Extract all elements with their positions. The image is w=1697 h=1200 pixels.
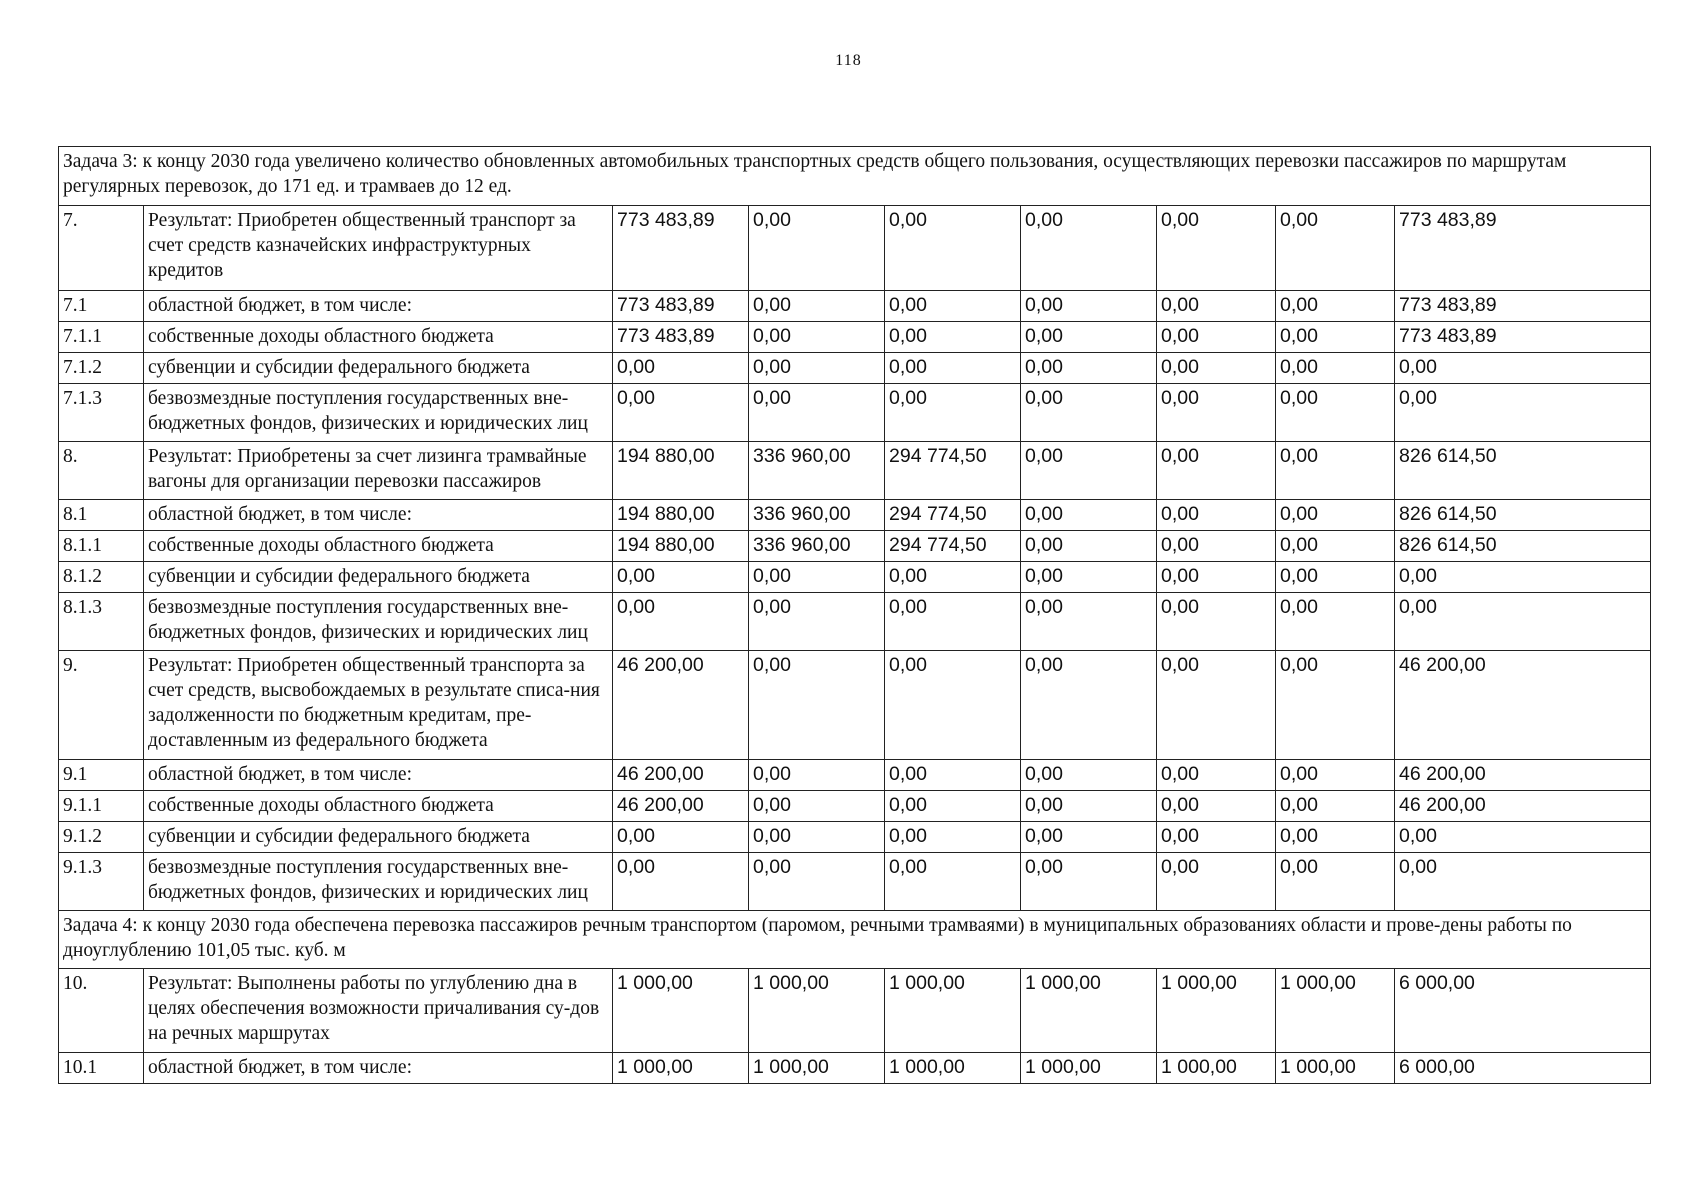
total-cell: 0,00 (1395, 384, 1651, 442)
table-row (59, 760, 1651, 791)
value-cell: 0,00 (1276, 353, 1395, 384)
row-label: безвозмездные поступления государственных вне-бюджетных фондов, физических и юридических лиц (144, 853, 613, 911)
row-number: 7.1 (59, 291, 144, 322)
total-cell: 46 200,00 (1395, 651, 1651, 760)
row-label: областной бюджет, в том числе: (144, 1053, 613, 1084)
table-row (59, 384, 1651, 442)
task-description: Задача 4: к концу 2030 года обеспечена перевозка пассажиров речным транспортом (паромом, речными трамваями) в муниципальных образованиях области и прове-дены работы по дноуглублению 101,05 тыс. куб. м (59, 911, 1651, 969)
value-cell: 0,00 (749, 206, 885, 291)
value-cell: 0,00 (1276, 500, 1395, 531)
value-cell: 194 880,00 (613, 500, 749, 531)
row-number: 10.1 (59, 1053, 144, 1084)
row-label: субвенции и субсидии федерального бюджета (144, 562, 613, 593)
value-cell: 0,00 (1157, 353, 1276, 384)
value-cell: 46 200,00 (613, 791, 749, 822)
total-cell: 46 200,00 (1395, 791, 1651, 822)
value-cell: 0,00 (1276, 791, 1395, 822)
value-cell: 0,00 (1021, 384, 1157, 442)
row-label: областной бюджет, в том числе: (144, 500, 613, 531)
total-cell: 826 614,50 (1395, 500, 1651, 531)
value-cell: 0,00 (1157, 562, 1276, 593)
value-cell: 0,00 (1276, 593, 1395, 651)
value-cell: 0,00 (1021, 651, 1157, 760)
value-cell: 336 960,00 (749, 500, 885, 531)
value-cell: 1 000,00 (1021, 969, 1157, 1053)
table-row (59, 853, 1651, 911)
row-label: безвозмездные поступления государственных вне-бюджетных фондов, физических и юридических лиц (144, 384, 613, 442)
value-cell: 0,00 (1021, 206, 1157, 291)
row-label: областной бюджет, в том числе: (144, 291, 613, 322)
total-cell: 0,00 (1395, 353, 1651, 384)
value-cell: 0,00 (1276, 760, 1395, 791)
row-label: собственные доходы областного бюджета (144, 531, 613, 562)
value-cell: 0,00 (885, 291, 1021, 322)
value-cell: 0,00 (1021, 322, 1157, 353)
value-cell: 0,00 (749, 291, 885, 322)
value-cell: 0,00 (1157, 651, 1276, 760)
table-row (59, 822, 1651, 853)
row-number: 7.1.2 (59, 353, 144, 384)
value-cell: 0,00 (885, 206, 1021, 291)
value-cell: 0,00 (1021, 791, 1157, 822)
value-cell: 773 483,89 (613, 206, 749, 291)
total-cell: 826 614,50 (1395, 442, 1651, 500)
table-row (59, 969, 1651, 1053)
value-cell: 1 000,00 (885, 969, 1021, 1053)
value-cell: 1 000,00 (613, 969, 749, 1053)
value-cell: 0,00 (1021, 291, 1157, 322)
value-cell: 0,00 (749, 384, 885, 442)
value-cell: 0,00 (1157, 531, 1276, 562)
value-cell: 0,00 (1276, 442, 1395, 500)
value-cell: 0,00 (1276, 822, 1395, 853)
total-cell: 826 614,50 (1395, 531, 1651, 562)
row-label: Результат: Приобретен общественный транспорта за счет средств, высвобождаемых в результате списа-ния задолженности по бюджетным кредитам, пре-доставленным из федерального бюджета (144, 651, 613, 760)
value-cell: 0,00 (885, 760, 1021, 791)
value-cell: 1 000,00 (749, 1053, 885, 1084)
row-label: Результат: Выполнены работы по углублению дна в целях обеспечения возможности причаливания су-дов на речных маршрутах (144, 969, 613, 1053)
task-row (59, 911, 1651, 969)
value-cell: 0,00 (1021, 853, 1157, 911)
row-number: 8.1.3 (59, 593, 144, 651)
value-cell: 0,00 (749, 322, 885, 353)
row-number: 8. (59, 442, 144, 500)
budget-table (58, 146, 1651, 1084)
page-number: 118 (835, 52, 862, 69)
value-cell: 0,00 (885, 322, 1021, 353)
row-label: собственные доходы областного бюджета (144, 791, 613, 822)
value-cell: 1 000,00 (1157, 969, 1276, 1053)
value-cell: 773 483,89 (613, 291, 749, 322)
value-cell: 0,00 (1157, 291, 1276, 322)
value-cell: 0,00 (1021, 353, 1157, 384)
table-row (59, 353, 1651, 384)
value-cell: 0,00 (1157, 322, 1276, 353)
row-number: 9.1 (59, 760, 144, 791)
value-cell: 0,00 (1276, 206, 1395, 291)
value-cell: 294 774,50 (885, 531, 1021, 562)
row-number: 7.1.3 (59, 384, 144, 442)
row-number: 10. (59, 969, 144, 1053)
row-label: собственные доходы областного бюджета (144, 322, 613, 353)
value-cell: 0,00 (885, 651, 1021, 760)
value-cell: 0,00 (613, 593, 749, 651)
value-cell: 0,00 (749, 651, 885, 760)
row-number: 9.1.2 (59, 822, 144, 853)
table-row (59, 442, 1651, 500)
value-cell: 0,00 (1276, 651, 1395, 760)
row-label: Результат: Приобретен общественный транспорт за счет средств казначейских инфраструктурных кредитов (144, 206, 613, 291)
value-cell: 0,00 (885, 791, 1021, 822)
value-cell: 0,00 (885, 593, 1021, 651)
value-cell: 0,00 (1021, 760, 1157, 791)
value-cell: 0,00 (613, 853, 749, 911)
value-cell: 336 960,00 (749, 531, 885, 562)
value-cell: 0,00 (1276, 853, 1395, 911)
value-cell: 0,00 (749, 593, 885, 651)
row-number: 8.1 (59, 500, 144, 531)
value-cell: 0,00 (1157, 206, 1276, 291)
value-cell: 1 000,00 (1276, 1053, 1395, 1084)
task-description: Задача 3: к концу 2030 года увеличено количество обновленных автомобильных транспортных средств общего пользования, осуществляющих перевозки пассажиров по маршрутам регулярных перевозок, до 171 ед. и трамваев до 12 ед. (59, 147, 1651, 206)
value-cell: 0,00 (1157, 760, 1276, 791)
value-cell: 0,00 (885, 384, 1021, 442)
total-cell: 773 483,89 (1395, 206, 1651, 291)
value-cell: 294 774,50 (885, 500, 1021, 531)
row-number: 7.1.1 (59, 322, 144, 353)
value-cell: 0,00 (613, 562, 749, 593)
total-cell: 773 483,89 (1395, 291, 1651, 322)
row-label: безвозмездные поступления государственных вне-бюджетных фондов, физических и юридических лиц (144, 593, 613, 651)
value-cell: 0,00 (1157, 384, 1276, 442)
value-cell: 0,00 (1157, 500, 1276, 531)
value-cell: 0,00 (1157, 593, 1276, 651)
value-cell: 0,00 (1276, 291, 1395, 322)
value-cell: 0,00 (749, 853, 885, 911)
value-cell: 0,00 (1021, 500, 1157, 531)
value-cell: 0,00 (749, 791, 885, 822)
table-row (59, 1053, 1651, 1084)
value-cell: 0,00 (885, 353, 1021, 384)
value-cell: 0,00 (1276, 322, 1395, 353)
value-cell: 1 000,00 (1276, 969, 1395, 1053)
table-row (59, 291, 1651, 322)
value-cell: 0,00 (1021, 562, 1157, 593)
value-cell: 0,00 (1021, 822, 1157, 853)
table-row (59, 651, 1651, 760)
table-row (59, 791, 1651, 822)
total-cell: 0,00 (1395, 853, 1651, 911)
value-cell: 773 483,89 (613, 322, 749, 353)
value-cell: 194 880,00 (613, 442, 749, 500)
value-cell: 294 774,50 (885, 442, 1021, 500)
row-label: областной бюджет, в том числе: (144, 760, 613, 791)
row-number: 9. (59, 651, 144, 760)
value-cell: 0,00 (1276, 531, 1395, 562)
row-label: субвенции и субсидии федерального бюджета (144, 822, 613, 853)
row-number: 9.1.3 (59, 853, 144, 911)
row-number: 8.1.1 (59, 531, 144, 562)
value-cell: 0,00 (1157, 853, 1276, 911)
value-cell: 0,00 (1276, 384, 1395, 442)
value-cell: 0,00 (613, 384, 749, 442)
value-cell: 0,00 (1021, 442, 1157, 500)
value-cell: 1 000,00 (1157, 1053, 1276, 1084)
value-cell: 46 200,00 (613, 651, 749, 760)
value-cell: 336 960,00 (749, 442, 885, 500)
value-cell: 0,00 (1276, 562, 1395, 593)
row-label: Результат: Приобретены за счет лизинга трамвайные вагоны для организации перевозки пассажиров (144, 442, 613, 500)
value-cell: 46 200,00 (613, 760, 749, 791)
table-row (59, 562, 1651, 593)
value-cell: 0,00 (1157, 791, 1276, 822)
value-cell: 0,00 (613, 353, 749, 384)
value-cell: 1 000,00 (613, 1053, 749, 1084)
value-cell: 0,00 (613, 822, 749, 853)
row-number: 7. (59, 206, 144, 291)
value-cell: 0,00 (885, 853, 1021, 911)
value-cell: 0,00 (1021, 531, 1157, 562)
total-cell: 0,00 (1395, 593, 1651, 651)
total-cell: 6 000,00 (1395, 1053, 1651, 1084)
value-cell: 0,00 (885, 562, 1021, 593)
value-cell: 0,00 (749, 353, 885, 384)
value-cell: 1 000,00 (1021, 1053, 1157, 1084)
total-cell: 6 000,00 (1395, 969, 1651, 1053)
value-cell: 0,00 (1157, 822, 1276, 853)
total-cell: 46 200,00 (1395, 760, 1651, 791)
table-row (59, 593, 1651, 651)
value-cell: 0,00 (749, 562, 885, 593)
value-cell: 0,00 (1021, 593, 1157, 651)
value-cell: 0,00 (749, 760, 885, 791)
value-cell: 1 000,00 (749, 969, 885, 1053)
table-row (59, 206, 1651, 291)
row-label: субвенции и субсидии федерального бюджета (144, 353, 613, 384)
row-number: 9.1.1 (59, 791, 144, 822)
total-cell: 773 483,89 (1395, 322, 1651, 353)
row-number: 8.1.2 (59, 562, 144, 593)
value-cell: 194 880,00 (613, 531, 749, 562)
table-row (59, 500, 1651, 531)
total-cell: 0,00 (1395, 562, 1651, 593)
table-row (59, 531, 1651, 562)
task-row (59, 147, 1651, 206)
value-cell: 0,00 (1157, 442, 1276, 500)
total-cell: 0,00 (1395, 822, 1651, 853)
value-cell: 0,00 (885, 822, 1021, 853)
table-body (59, 147, 1651, 1084)
value-cell: 0,00 (749, 822, 885, 853)
value-cell: 1 000,00 (885, 1053, 1021, 1084)
table-row (59, 322, 1651, 353)
